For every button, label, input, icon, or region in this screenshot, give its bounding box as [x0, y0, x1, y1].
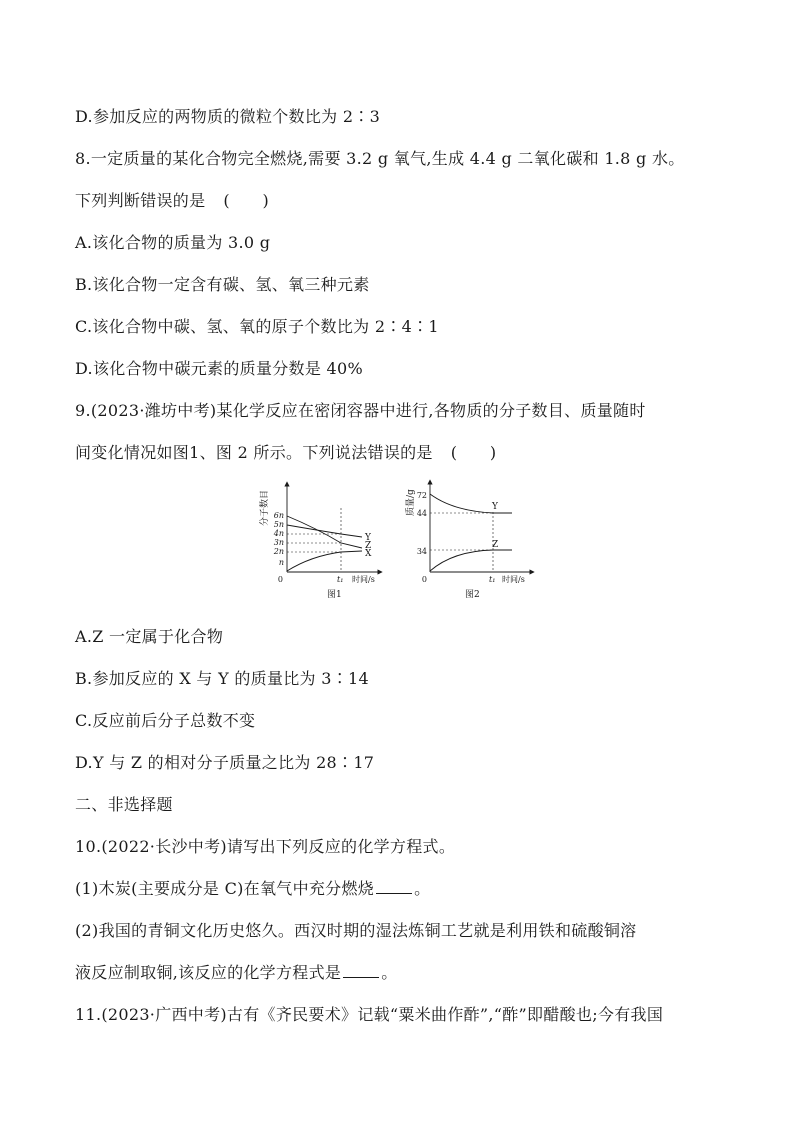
fig1-ylabel: 分子数目 [260, 489, 270, 526]
fig2-t1: t₁ [489, 575, 496, 584]
q9-option-b: B.参加反应的 X 与 Y 的质量比为 3∶14 [75, 669, 369, 688]
fig1-t1: t₁ [337, 575, 344, 584]
fig2-label-z: Z [492, 540, 499, 550]
q8-stem-line1: 8.一定质量的某化合物完全燃烧,需要 3.2 g 氧气,生成 4.4 g 二氧化碳和 1.8 g 水。 [75, 149, 685, 168]
q8-answer-paren: ( ) [223, 191, 270, 210]
fig2-ytick-34: 34 [416, 547, 427, 556]
q11-stem-line1: 11.(2023·广西中考)古有《齐民要术》记载“粟米曲作酢”,“酢”即醋酸也;今有我国 [75, 1005, 664, 1024]
fig1-caption: 图1 [327, 590, 342, 600]
fig1-label-x: X [365, 549, 372, 559]
q9-answer-paren: ( ) [450, 443, 497, 462]
fig1-curve-z [287, 551, 362, 571]
q10-part1-answer-blank[interactable] [376, 879, 412, 894]
q8-stem-text: 下列判断错误的是 [75, 191, 206, 210]
fig1-ytick-3n: 3n [273, 538, 284, 547]
q9-figure1 [246, 478, 386, 603]
q9-option-a: A.Z 一定属于化合物 [75, 627, 224, 646]
fig1-ytick-4n: 4n [273, 529, 284, 538]
fig2-ytick-44: 44 [416, 509, 427, 518]
fig1-ytick-5n: 5n [273, 520, 284, 529]
fig1-ytick-n: n [278, 558, 284, 567]
q9-option-c: C.反应前后分子总数不变 [75, 711, 256, 730]
fig1-label-z: Z [365, 541, 372, 551]
q9-figure2 [398, 478, 538, 603]
q8-option-d: D.该化合物中碳元素的质量分数是 40% [75, 359, 363, 378]
fig1-origin: 0 [277, 575, 283, 584]
section-title: 二、非选择题 [75, 795, 173, 814]
q9-stem-line2 [75, 442, 496, 464]
q8-option-c: C.该化合物中碳、氢、氧的原子个数比为 2∶4∶1 [75, 317, 439, 336]
q10-stem: 10.(2022·长沙中考)请写出下列反应的化学方程式。 [75, 837, 456, 856]
q9-stem-line1: 9.(2023·潍坊中考)某化学反应在密闭容器中进行,各物质的分子数目、质量随时 [75, 401, 646, 420]
q8-stem-line2 [75, 190, 269, 212]
q10-part2-line2 [75, 962, 398, 984]
q9-stem-text: 间变化情况如图1、图 2 所示。下列说法错误的是 [75, 443, 433, 462]
fig2-caption: 图2 [465, 590, 480, 600]
fig2-ytick-72: 72 [416, 491, 427, 500]
q9-option-d: D.Y 与 Z 的相对分子质量之比为 28∶17 [75, 753, 375, 772]
q10-part1 [75, 878, 430, 900]
fig2-xlabel: 时间/s [502, 575, 525, 584]
q10-part2-text: 液反应制取铜,该反应的化学方程式是 [75, 963, 342, 982]
fig2-curve-z [430, 550, 512, 571]
fig2-origin: 0 [421, 575, 427, 584]
q10-part2-answer-blank[interactable] [343, 963, 379, 978]
q10-part1-text: (1)木炭(主要成分是 C)在氧气中充分燃烧 [75, 879, 375, 898]
q7-option-d: D.参加反应的两物质的微粒个数比为 2∶3 [75, 107, 381, 126]
fig1-xlabel: 时间/s [352, 575, 375, 584]
q10-part1-end: 。 [414, 879, 431, 898]
fig2-label-y: Y [492, 502, 498, 512]
q8-option-a: A.该化合物的质量为 3.0 g [75, 233, 271, 252]
fig1-ytick-6n: 6n [273, 511, 284, 520]
q8-option-b: B.该化合物一定含有碳、氢、氧三种元素 [75, 275, 370, 294]
fig1-label-y: Y [365, 533, 371, 543]
q10-part2-line1: (2)我国的青铜文化历史悠久。西汉时期的湿法炼铜工艺就是利用铁和硫酸铜溶 [75, 921, 637, 940]
fig1-curve-y [287, 525, 362, 537]
fig1-ytick-2n: 2n [273, 547, 284, 556]
fig2-curve-y [430, 494, 512, 513]
fig2-ylabel: 质量/g [406, 489, 416, 516]
q10-part2-end: 。 [381, 963, 398, 982]
